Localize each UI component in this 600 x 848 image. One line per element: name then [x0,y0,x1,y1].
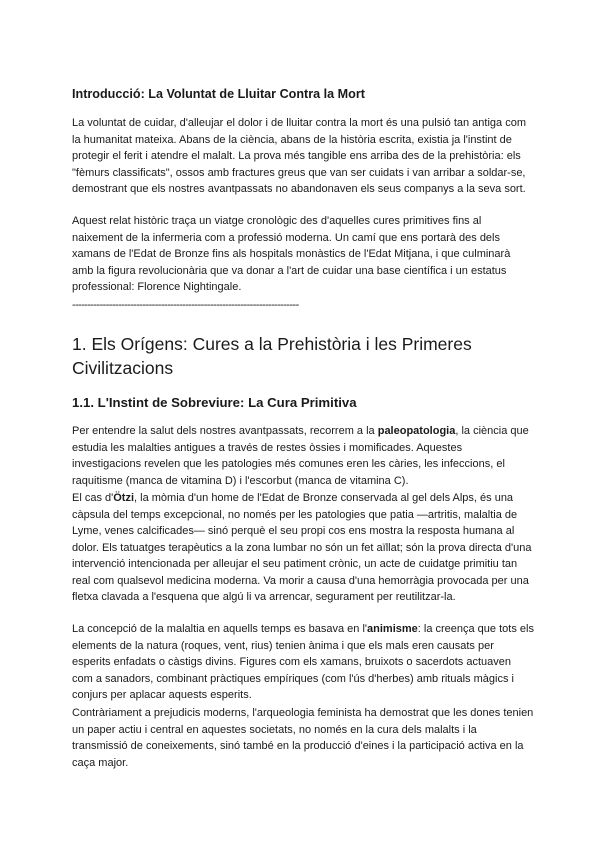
paleopathology-paragraph: Per entendre la salut dels nostres avantpassats, recorrem a la paleopatologia, la ciència que estudia les malalties antigues a través de restes òssies i momificades. Aquestes investigacions revelen que les patologies més comunes eren les càries, les infeccions, el raquitisme (manca de vitamina D) i l'escorbut (manca de vitamina C). [72,425,529,487]
intro-paragraph-1: La voluntat de cuidar, d'alleujar el dolor i de lluitar contra la mort és una pulsió tan antiga com la humanitat mateixa. Abans de la ciència, abans de la història escrita, existia ja l'instint de protegir el ferit i atendre el malalt. La prova més tangible ens arriba des de la prehistòria: els "fèmurs classificats", ossos amb fractures greus que van ser cuidats i van arribar a soldar-se, demostrant que els nostres avantpassats no abandonaven els seus companys a la seva sort. [72,117,526,195]
paleopatologia-term: paleopatologia [377,425,456,437]
otzi-term: Ötzi [113,492,135,504]
animism-paragraph: La concepció de la malaltia en aquells temps es basava en l'animisme: la creença que tots els elements de la natura (roques, vent, rius) tenien ànima i que els mals eren causats per esperits enfadats o càstigs divins. Figures com els xamans, bruixots o sacerdots actuaven com a sanadors, combinant pràctiques empíriques (com l'ús d'herbes) amb rituals màgics i conjurs per aplacar aquests esperits. [72,623,534,701]
section-separator: -------------------------------------------------------------------------- [72,299,299,311]
feminist-archaeology-paragraph: Contràriament a prejudicis moderns, l'arqueologia feminista ha demostrat que les dones tenien un paper actiu i central en aquestes societats, no només en la cura dels malalts i la transmissió de coneixements, sinó també en la producció d'eines i la participació activa en la caça major. [72,707,534,769]
intro-heading: Introducció: La Voluntat de Lluitar Contra la Mort [72,87,365,101]
section-1-heading: 1. Els Orígens: Cures a la Prehistòria i les Primeres Civilitzacions [72,334,472,378]
otzi-paragraph: El cas d'Ötzi, la mòmia d'un home de l'Edat de Bronze conservada al gel dels Alps, és una càpsula del temps excepcional, no només per les patologies que patia —artritis, malaltia de Lyme, venes calcificades— sinó perquè el seu propi cos ens mostra la resposta humana al dolor. Els tatuatges terapèutics a la zona lumbar no són un fet aïllat; són la prova directa d'una intervenció intencionada per alleujar el seu patiment crònic, un acte de cuidatge primitiu tan real com qualsevol medicina moderna. Va morir a causa d'una hemorràgia provocada per una fletxa clavada a l'esquena que algú li va arrencar, segurament per reutilitzar-la. [72,492,532,603]
animisme-term: animisme [367,623,418,635]
intro-paragraph-2: Aquest relat històric traça un viatge cronològic des d'aquelles cures primitives fins al naixement de la infermeria com a professió moderna. Un camí que ens portarà des dels xamans de l'Edat de Bronze fins als hospitals monàstics de l'Edat Mitjana, i que culminarà amb la figura revolucionària que va donar a l'art de cuidar una base científica i un estatus professional: Florence Nightingale. [72,215,511,293]
subsection-1-1-heading: 1.1. L'Instint de Sobreviure: La Cura Primitiva [72,395,357,410]
